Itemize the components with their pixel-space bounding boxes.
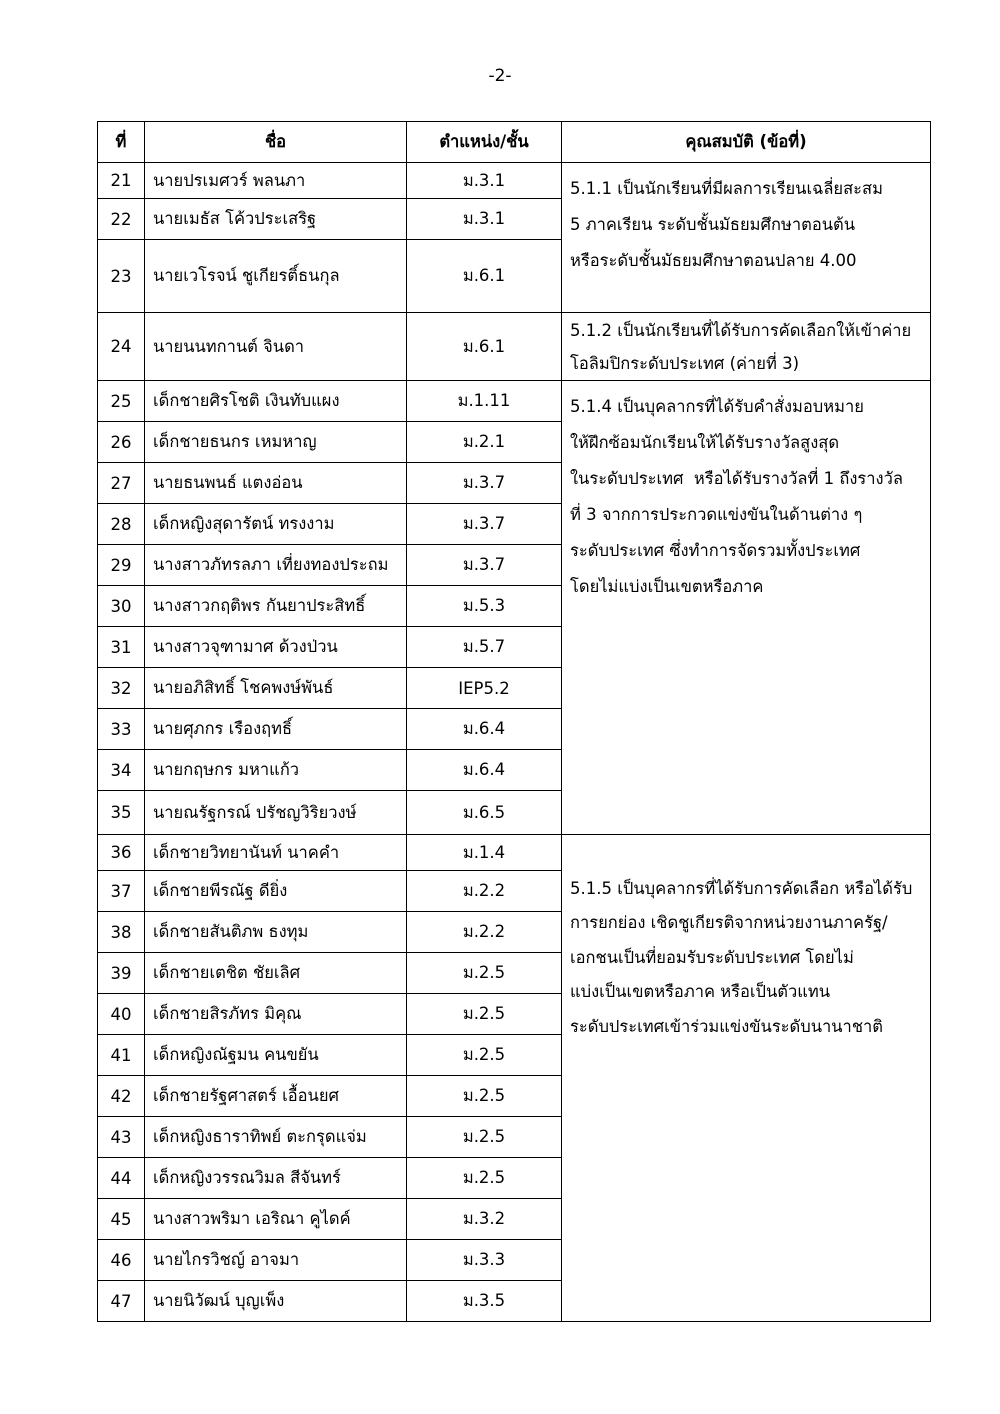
row-level: ม.3.1 [407,199,562,240]
row-level: ม.2.2 [407,912,562,953]
row-name: นางสาวภัทรลภา เที่ยงทองประถม [145,545,407,586]
table-row [98,381,931,422]
row-name: นายศุภกร เรืองฤทธิ์ [145,709,407,750]
row-name: นายไกรวิชญ์ อาจมา [145,1240,407,1281]
header-name: ชื่อ [145,122,407,163]
row-number: 26 [98,422,145,463]
row-level: ม.3.2 [407,1199,562,1240]
row-level: ม.2.5 [407,994,562,1035]
qualification-line: เอกชนเป็นที่ยอมรับระดับประเทศ โดยไม่ [570,947,854,967]
table-row [98,313,931,381]
row-level: ม.2.5 [407,1076,562,1117]
row-level: ม.5.3 [407,586,562,627]
qualification-line: ที่ 3 จากการประกวดแข่งขันในด้านต่าง ๆ [570,505,863,524]
row-level: ม.3.1 [407,163,562,199]
row-number: 46 [98,1240,145,1281]
row-name: นายกฤษกร มหาแก้ว [145,750,407,791]
row-name: เด็กชายศิรโชติ เงินทับแผง [145,381,407,422]
row-level: ม.3.5 [407,1281,562,1322]
row-name: นายเมธัส โค้วประเสริฐ [145,199,407,240]
row-number: 34 [98,750,145,791]
qualification-line: แบ่งเป็นเขตหรือภาค หรือเป็นตัวแทน [570,982,831,1001]
qualification-cell [562,313,931,381]
qualification-line [570,837,924,872]
qualification-cell [562,163,931,313]
row-number: 27 [98,463,145,504]
row-name: นายธนพนธ์ แตงอ่อน [145,463,407,504]
row-name: นายนนทกานต์ จินดา [145,313,407,381]
row-number: 37 [98,871,145,912]
row-name: เด็กหญิงสุดารัตน์ ทรงงาม [145,504,407,545]
qualification-line: การยกย่อง เชิดชูเกียรติจากหน่วยงานภาครัฐ/ [570,913,888,932]
row-number: 47 [98,1281,145,1322]
row-number: 43 [98,1117,145,1158]
row-level: ม.3.7 [407,504,562,545]
qualification-line: โดยไม่แบ่งเป็นเขตหรือภาค [570,577,764,596]
row-number: 41 [98,1035,145,1076]
qualification-line: 5.1.1 เป็นนักเรียนที่มีผลการเรียนเฉลี่ยสะสม [570,179,883,198]
row-number: 35 [98,791,145,835]
row-name: เด็กชายธนกร เหมหาญ [145,422,407,463]
row-level: ม.2.5 [407,1117,562,1158]
row-number: 33 [98,709,145,750]
row-name: นางสาวจุฑามาศ ด้วงป่วน [145,627,407,668]
row-name: นายเวโรจน์ ชูเกียรติ์ธนกุล [145,240,407,313]
qualification-line: 5 ภาคเรียน ระดับชั้นมัธยมศึกษาตอนต้น [570,215,856,234]
qualification-line: ในระดับประเทศ หรือได้รับรางวัลที่ 1 ถึงรางวัล [570,469,903,488]
table-header-row [98,122,931,163]
row-number: 44 [98,1158,145,1199]
header-level: ตำแหน่ง/ชั้น [407,122,562,163]
row-number: 42 [98,1076,145,1117]
row-level: ม.2.1 [407,422,562,463]
row-level: ม.6.4 [407,709,562,750]
row-level: ม.6.5 [407,791,562,835]
row-level: ม.6.1 [407,313,562,381]
row-name: นายนิวัฒน์ บุญเพ็ง [145,1281,407,1322]
row-name: เด็กชายสิรภัทร มิคุณ [145,994,407,1035]
table-row [98,835,931,871]
row-level: ม.2.5 [407,1158,562,1199]
row-number: 21 [98,163,145,199]
row-level: ม.3.7 [407,463,562,504]
qualification-line: ระดับประเทศเข้าร่วมแข่งขันระดับนานาชาติ [570,1016,884,1036]
qualification-line: ให้ฝึกซ้อมนักเรียนให้ได้รับรางวัลสูงสุด [570,433,840,452]
row-number: 31 [98,627,145,668]
row-name: เด็กหญิงธาราทิพย์ ตะกรุดแจ่ม [145,1117,407,1158]
row-level: ม.3.3 [407,1240,562,1281]
table-row [98,163,931,199]
row-level: ม.6.4 [407,750,562,791]
qualification-cell [562,381,931,835]
row-number: 25 [98,381,145,422]
qualification-line: ระดับประเทศ ซึ่งทำการจัดรวมทั้งประเทศ [570,541,861,560]
row-level: ม.2.5 [407,1035,562,1076]
header-no: ที่ [98,122,145,163]
row-number: 40 [98,994,145,1035]
qualification-line: 5.1.4 เป็นบุคลากรที่ได้รับคำสั่งมอบหมาย [570,397,864,416]
row-number: 22 [98,199,145,240]
qualification-cell [562,835,931,1322]
row-number: 24 [98,313,145,381]
row-name: นางสาวกฤติพร กันยาประสิทธิ์ [145,586,407,627]
table-body [98,163,931,1322]
row-name: เด็กชายพีรณัฐ ดียิ่ง [145,871,407,912]
row-number: 39 [98,953,145,994]
qualification-line: 5.1.5 เป็นบุคลากรที่ได้รับการคัดเลือก หรือได้รับ [570,878,913,898]
row-number: 45 [98,1199,145,1240]
row-level: ม.1.4 [407,835,562,871]
row-level: ม.2.2 [407,871,562,912]
qualification-line: หรือระดับชั้นมัธยมศึกษาตอนปลาย 4.00 [570,251,857,270]
row-name: เด็กชายสันติภพ ธงทุม [145,912,407,953]
row-name: เด็กชายรัฐศาสตร์ เอื้อนยศ [145,1076,407,1117]
row-level: ม.2.5 [407,953,562,994]
row-level: ม.5.7 [407,627,562,668]
row-name: นายอภิสิทธิ์ โชคพงษ์พันธ์ [145,668,407,709]
row-number: 38 [98,912,145,953]
row-number: 30 [98,586,145,627]
row-level: ม.6.1 [407,240,562,313]
row-name: นายปรเมศวร์ พลนภา [145,163,407,199]
page-number: -2- [488,66,512,86]
qualification-table [97,121,931,1322]
qualification-line: 5.1.2 เป็นนักเรียนที่ได้รับการคัดเลือกให้เข้าค่าย [570,320,912,340]
row-name: เด็กหญิงวรรณวิมล สีจันทร์ [145,1158,407,1199]
header-qualification: คุณสมบัติ (ข้อที่) [562,122,931,163]
row-number: 29 [98,545,145,586]
row-level: ม.1.11 [407,381,562,422]
row-number: 28 [98,504,145,545]
row-level: IEP5.2 [407,668,562,709]
row-name: เด็กหญิงณัฐมน คนขยัน [145,1035,407,1076]
row-name: นายณรัฐกรณ์ ปรัชญวิริยวงษ์ [145,791,407,835]
row-level: ม.3.7 [407,545,562,586]
qualification-line: โอลิมปิกระดับประเทศ (ค่ายที่ 3) [570,353,800,373]
row-number: 32 [98,668,145,709]
row-name: นางสาวพริมา เอริณา คูไดค์ [145,1199,407,1240]
row-number: 36 [98,835,145,871]
row-name: เด็กชายเตชิต ชัยเลิศ [145,953,407,994]
row-name: เด็กชายวิทยานันท์ นาคคำ [145,835,407,871]
row-number: 23 [98,240,145,313]
